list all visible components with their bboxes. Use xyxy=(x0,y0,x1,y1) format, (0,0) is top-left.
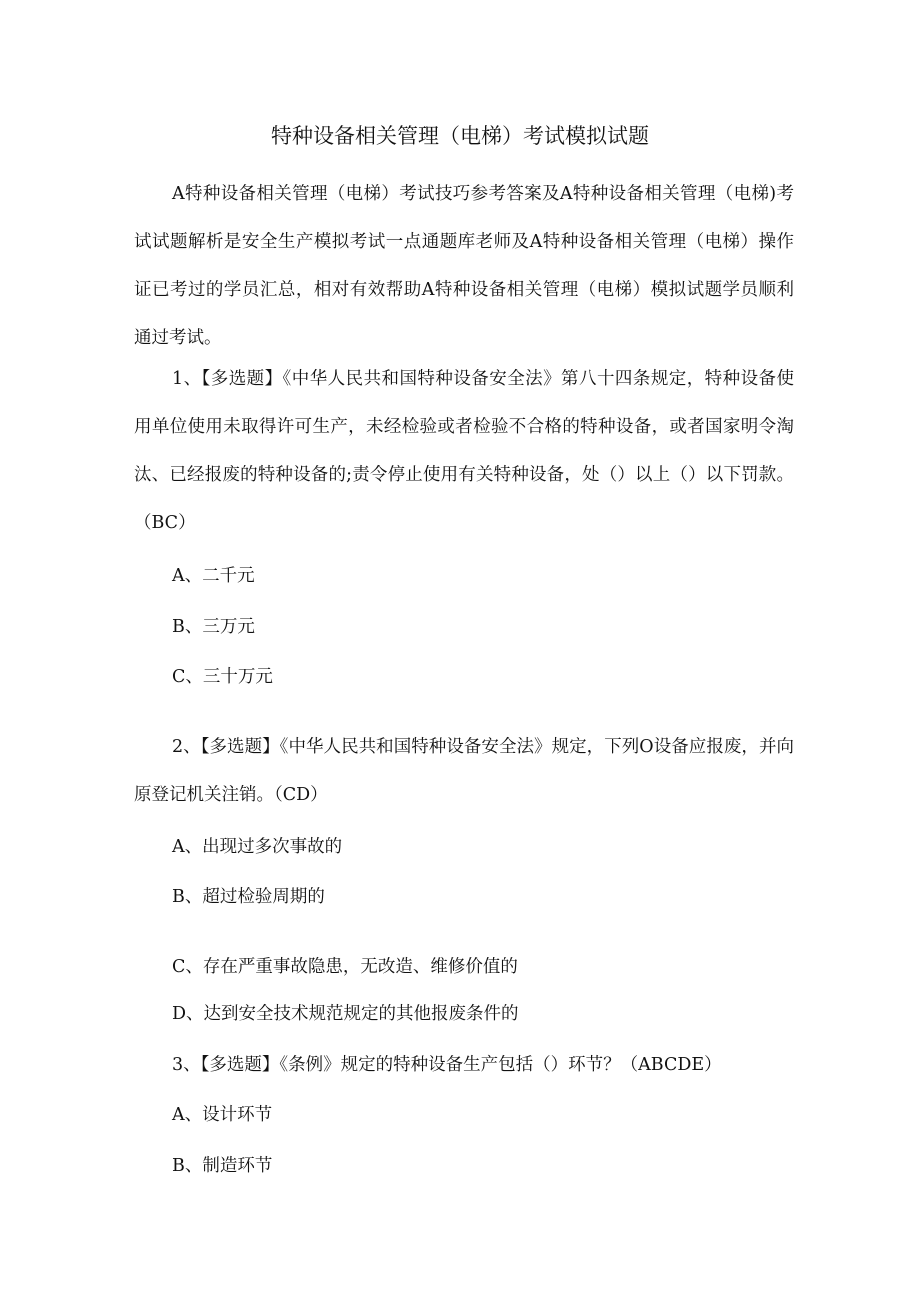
question-2-option-a: A、出现过多次事故的 xyxy=(172,837,343,857)
question-1-option-a: A、二千元 xyxy=(172,566,255,586)
question-2-option-c: C、存在严重事故隐患，无改造、维修价值的 xyxy=(172,957,518,977)
question-3-option-b: B、制造环节 xyxy=(172,1156,273,1176)
document-title: 特种设备相关管理（电梯）考试模拟试题 xyxy=(271,124,649,148)
question-3-text: 3、【多选题】《条例》规定的特种设备生产包括（）环节？（ABCDE） xyxy=(172,1055,722,1075)
question-1-option-b: B、三万元 xyxy=(172,617,255,637)
question-3-option-a: A、设计环节 xyxy=(172,1105,273,1125)
question-2-option-d: D、达到安全技术规范规定的其他报废条件的 xyxy=(172,1004,519,1024)
question-2-option-b: B、超过检验周期的 xyxy=(172,887,325,907)
question-2-text: 2、【多选题】《中华人民共和国特种设备安全法》规定，下列O设备应报废，并向原登记机关注销。（CD） xyxy=(134,737,794,805)
question-1-option-c: C、三十万元 xyxy=(172,667,273,687)
question-1-text: 1、【多选题】《中华人民共和国特种设备安全法》第八十四条规定，特种设备使用单位使用未取得许可生产，未经检验或者检验不合格的特种设备，或者国家明令淘汰、已经报废的特种设备的;责令停止使用有关特种设备，处（）以上（）以下罚款。（BC） xyxy=(134,369,794,533)
intro-paragraph: A特种设备相关管理（电梯）考试技巧参考答案及A特种设备相关管理（电梯)考试试题解析是安全生产模拟考试一点通题库老师及A特种设备相关管理（电梯）操作证已考过的学员汇总，相对有效帮助A特种设备相关管理（电梯）模拟试题学员顺利通过考试。 xyxy=(134,184,794,348)
